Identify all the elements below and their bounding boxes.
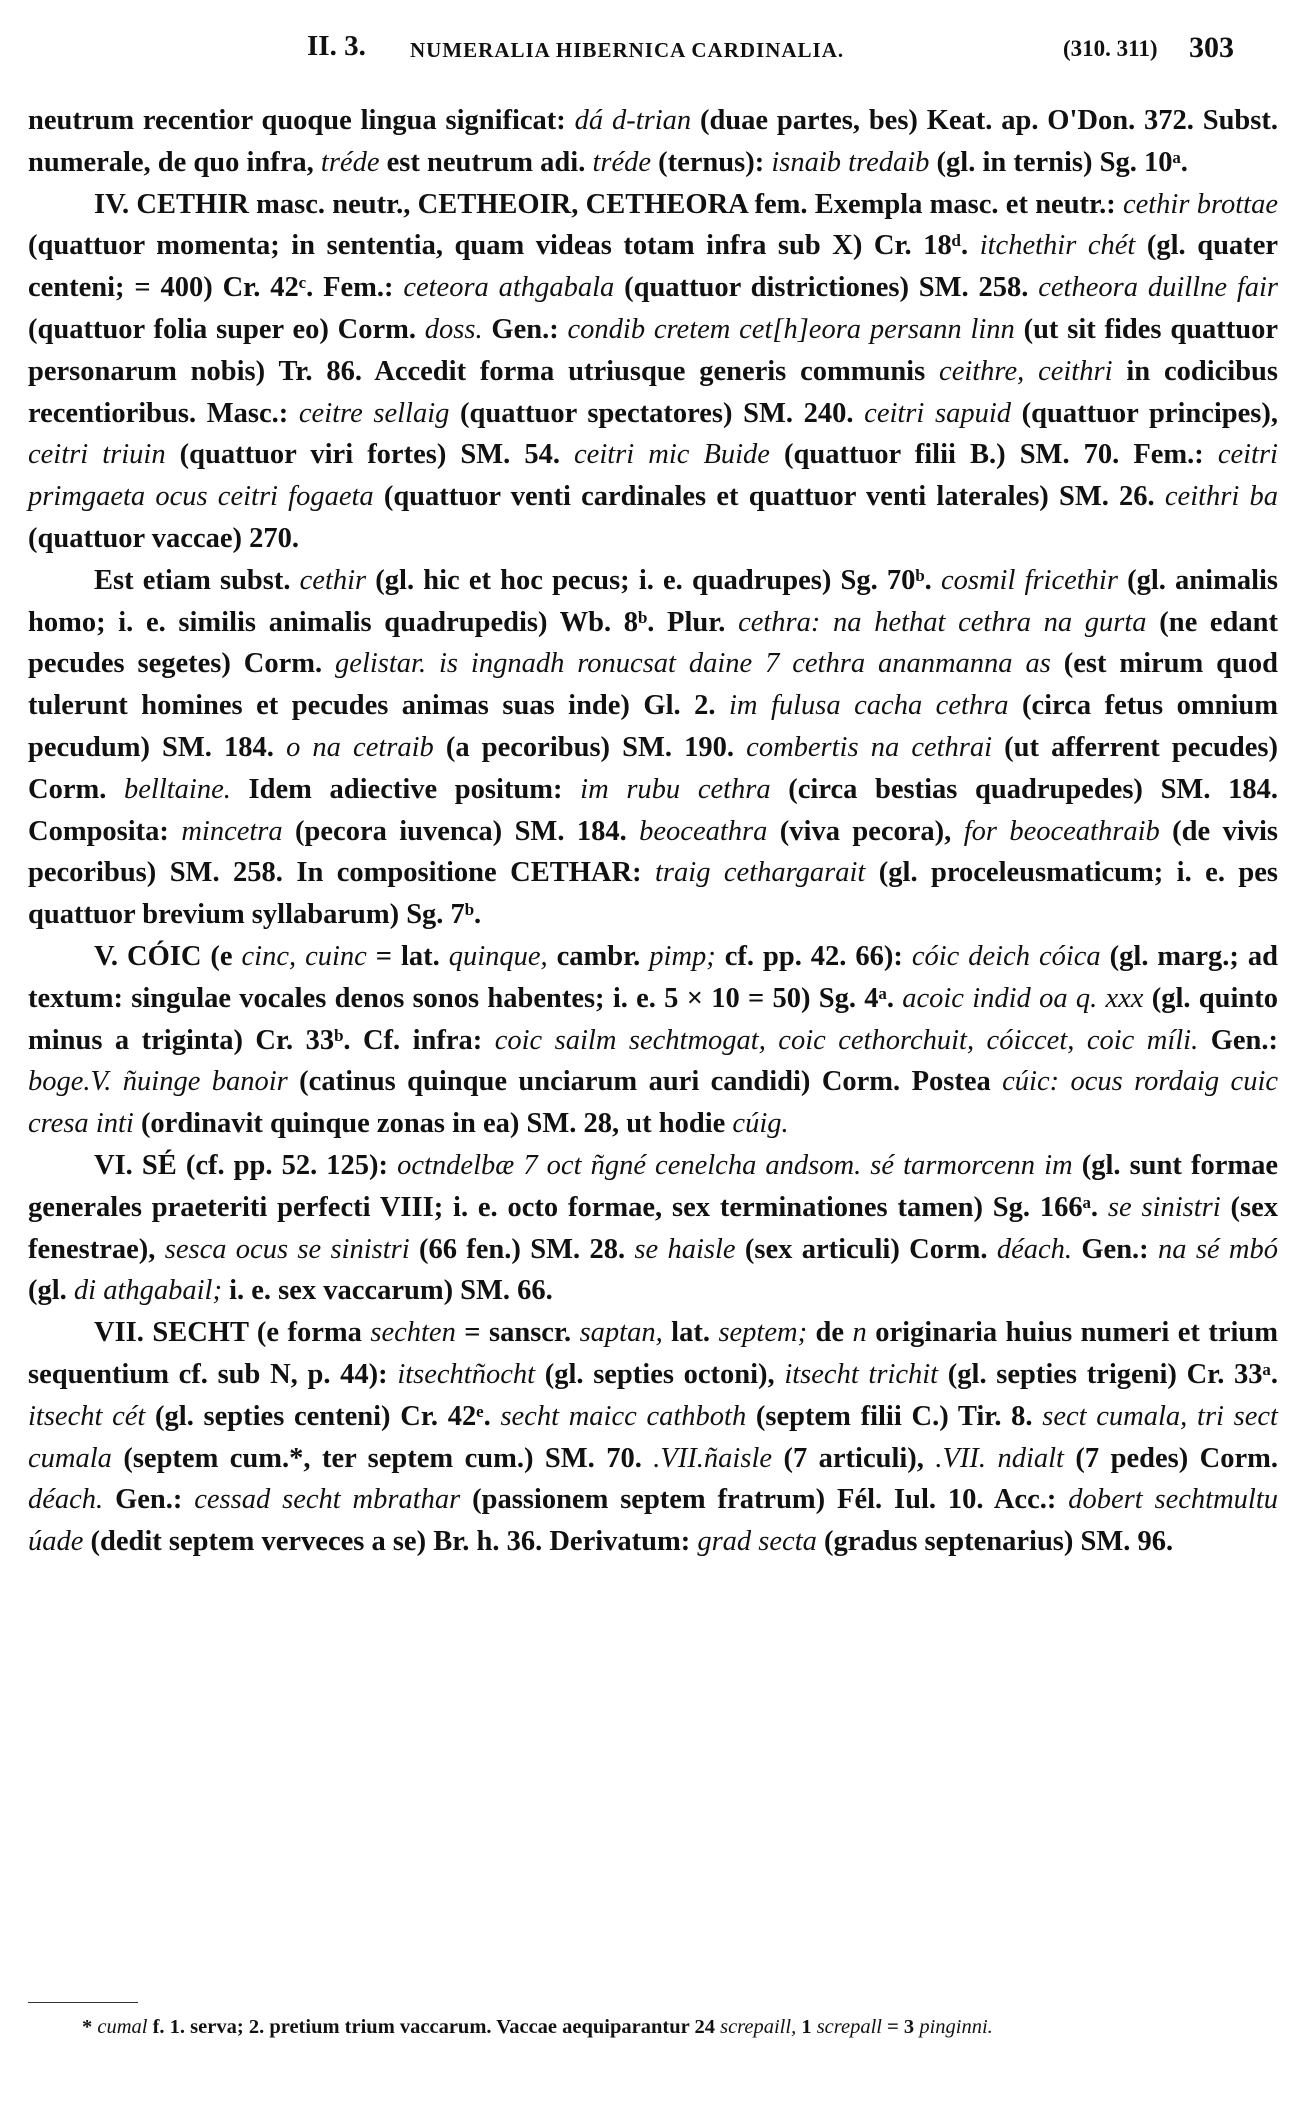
text-run: (gl. septies trigeni) Cr. 33ᵃ.	[938, 1358, 1278, 1390]
section-number: II. 3.	[307, 30, 366, 62]
irish-term: belltaine.	[124, 773, 231, 805]
irish-term: secht maicc cathboth	[500, 1400, 747, 1432]
text-run: = 3	[882, 2016, 920, 2038]
irish-term: pimp;	[649, 940, 716, 972]
text-run: Gen.:	[1198, 1024, 1278, 1056]
text-run: (gl. quater centeni; = 400) Cr. 42ᶜ. Fem.:	[28, 230, 1278, 304]
footnote-rule	[28, 2002, 138, 2003]
irish-term: condib cretem cet[h]eora persann linn	[567, 313, 1015, 345]
irish-term: for beoceathraib	[963, 815, 1160, 847]
irish-term: pinginni.	[919, 2016, 993, 2038]
text-run: (gl. animalis homo; i. e. similis animalis quadrupedis) Wb. 8ᵇ. Plur.	[28, 564, 1278, 638]
text-run: (quattuor folia super eo) Corm.	[28, 313, 425, 345]
irish-term: cúig.	[732, 1108, 789, 1140]
irish-term: cethir	[299, 564, 367, 596]
text-run: (circa fetus omnium pecudum) SM. 184.	[28, 690, 1278, 763]
text-run: (dedit septem verveces a se) Br. h. 36. Derivatum:	[83, 1526, 698, 1558]
irish-term: ceitre sellaig	[298, 397, 450, 429]
text-run: (septem filii C.) Tir. 8.	[746, 1400, 1043, 1432]
text-run: de	[807, 1317, 853, 1349]
irish-term: se haisle	[634, 1233, 736, 1265]
irish-term: tréde	[592, 146, 652, 178]
irish-term: cumal	[97, 2016, 148, 2038]
text-run: (ut sit fides quattuor personarum nobis) Tr. 86. Accedit forma utriusque generis communis	[28, 313, 1278, 387]
text-run: (quattuor viri fortes) SM. 54.	[165, 439, 575, 471]
irish-term: boge.V. ñuinge banoir	[28, 1066, 288, 1098]
irish-term: im rubu cethra	[580, 773, 771, 805]
irish-term: ceitri triuin	[28, 439, 166, 471]
text-run: (66 fen.) SM. 28.	[409, 1233, 635, 1265]
irish-term: acoic indid oa q. xxx	[902, 982, 1144, 1014]
text-run: (7 articuli),	[772, 1442, 936, 1474]
text-run: (quattuor spectatores) SM. 240.	[449, 397, 865, 429]
text-run: (a pecoribus) SM. 190.	[433, 731, 747, 763]
irish-term: screpall	[816, 2016, 882, 2038]
text-run: neutrum recentior quoque lingua significat:	[28, 105, 575, 136]
text-run: i. e. sex vaccarum) SM. 66.	[221, 1275, 553, 1307]
text-run: lat.	[662, 1317, 719, 1349]
irish-term: .VII. ndialt	[935, 1442, 1064, 1474]
text-run: (gl. proceleusmaticum; i. e. pes quattuor brevium syllabarum) Sg. 7ᵇ.	[28, 857, 1278, 931]
text-run: (passionem septem fratrum) Fél. Iul. 10. Acc.:	[460, 1484, 1069, 1516]
text-run: (gl. hic et hoc pecus; i. e. quadrupes) Sg. 70ᵇ.	[366, 564, 941, 596]
irish-term: dá d-trian	[574, 105, 692, 136]
text-run: (quattuor principes),	[1010, 397, 1278, 429]
irish-term: tréde	[320, 146, 380, 178]
text-run: VI. SÉ (cf. pp. 52. 125):	[94, 1149, 398, 1181]
irish-term: ceitri primgaeta ocus ceitri fogaeta	[28, 439, 1278, 513]
irish-term: sechten	[370, 1317, 456, 1349]
text-run: (gl. sunt formae generales praeteriti perfecti VIII; i. e. octo formae, sex terminationes tamen) Sg. 166ᵃ.	[28, 1149, 1278, 1223]
text-run: est neutrum adi.	[379, 146, 593, 178]
irish-term: im fulusa cacha cethra	[728, 690, 1009, 722]
text-run: IV. CETHIR masc. neutr., CETHEOIR, CETHEORA fem. Exempla masc. et neutr.:	[94, 188, 1123, 220]
paragraph-vii-secht	[28, 1312, 1278, 1563]
text-run: (gl. quinto minus a triginta) Cr. 33ᵇ. Cf. infra:	[28, 982, 1278, 1056]
irish-term: itsecht trichit	[784, 1358, 939, 1390]
text-run: f. 1. serva; 2. pretium trium vaccarum. Vaccae aequiparantur 24	[147, 2016, 721, 2038]
text-run: Idem adiective positum:	[230, 773, 581, 805]
irish-term: gelistar. is ingnadh ronucsat daine 7 cethra ananmanna as	[335, 648, 1051, 680]
irish-term: coic sailm sechtmogat, coic cethorchuit, cóiccet, coic míli.	[494, 1024, 1199, 1056]
text-run: (gradus septenarius) SM. 96.	[816, 1526, 1174, 1558]
text-run: (sex articuli) Corm.	[735, 1233, 997, 1265]
irish-term: ceitri mic Buide	[574, 439, 770, 471]
paragraph-neutrum	[28, 100, 1278, 184]
irish-term: cóic deich cóica	[911, 940, 1101, 972]
text-run: Gen.:	[103, 1484, 195, 1516]
text-run: Gen.:	[1072, 1233, 1158, 1265]
irish-term: combertis na cethrai	[746, 731, 993, 763]
irish-term: ceitri sapuid	[864, 397, 1011, 429]
irish-term: doss.	[424, 313, 483, 345]
irish-term: grad secta	[697, 1526, 817, 1558]
text-run: (quattuor venti cardinales et quattuor venti laterales) SM. 26.	[373, 481, 1165, 513]
irish-term: cethir brottae	[1122, 188, 1278, 220]
text-run: cf. pp. 42. 66):	[715, 940, 912, 972]
irish-term: quinque,	[448, 940, 548, 972]
page-number: 303	[1189, 31, 1234, 64]
irish-term: traig cethargarait	[655, 857, 866, 889]
irish-term: sect cumala, tri sect cumala	[28, 1400, 1278, 1474]
text-run: (sex fenestrae),	[28, 1191, 1279, 1265]
text-run: (quattuor vaccae) 270.	[28, 522, 299, 554]
text-run: (ternus):	[651, 146, 772, 178]
irish-term: déach.	[28, 1484, 104, 1516]
text-run: (quattuor filii B.) SM. 70. Fem.:	[769, 439, 1218, 471]
text-run: (circa bestias quadrupedes) SM. 184. Composita:	[28, 773, 1278, 847]
text-run: = sanscr.	[455, 1317, 580, 1349]
paragraph-cethir-subst	[28, 560, 1278, 936]
text-run: (gl. septies octoni),	[535, 1358, 785, 1390]
text-run: 1	[796, 2016, 817, 2038]
body-text	[28, 100, 1278, 1563]
text-run: (de vivis pecoribus) SM. 258. In compositione CETHAR:	[28, 815, 1278, 889]
text-run: Est etiam subst.	[94, 564, 300, 596]
irish-term: se sinistri	[1107, 1191, 1221, 1223]
irish-term: cethra: na hethat cethra na gurta	[738, 606, 1147, 638]
irish-term: cinc, cuinc	[241, 940, 367, 972]
paragraph-v-coic	[28, 936, 1278, 1145]
text-run: (quattuor districtiones) SM. 258.	[614, 272, 1039, 304]
irish-term: octndelbæ 7 oct ñgné cenelcha andsom. sé tarmorcenn im	[397, 1149, 1073, 1181]
irish-term: saptan,	[579, 1317, 663, 1349]
irish-term: isnaib tredaib	[771, 146, 930, 178]
text-run: (quattuor momenta; in sententia, quam videas totam infra sub X) Cr. 18ᵈ.	[28, 230, 980, 262]
irish-term: ceteora athgabala	[403, 272, 615, 304]
running-title: NUMERALIA HIBERNICA CARDINALIA.	[410, 38, 845, 62]
irish-term: ceithre, ceithri	[939, 355, 1113, 387]
section-reference: (310. 311)	[1063, 36, 1158, 61]
text-run: cambr.	[547, 940, 650, 972]
text-run: originaria huius numeri et trium sequentium cf. sub N, p. 44):	[28, 1317, 1278, 1390]
irish-term: o na cetraib	[286, 731, 434, 763]
text-run: VII. SECHT (e forma	[94, 1317, 371, 1349]
irish-term: cúic: ocus rordaig cuic cresa inti	[28, 1066, 1279, 1140]
text-run: (ordinavit quinque zonas in ea) SM. 28, ut hodie	[133, 1108, 733, 1140]
text-run: in codicibus recentioribus. Masc.:	[28, 355, 1278, 429]
text-run: (gl. marg.; ad textum: singulae vocales denos sonos habentes; i. e. 5 × 10 = 50) Sg. 4ᵃ.	[28, 940, 1278, 1014]
text-run: (septem cum.*, ter septem cum.) SM. 70.	[111, 1442, 654, 1474]
irish-term: déach.	[996, 1233, 1073, 1265]
footnote	[28, 2012, 1278, 2043]
irish-term: ceithri ba	[1164, 481, 1278, 513]
irish-term: cetheora duillne fair	[1038, 272, 1279, 304]
irish-term: di athgabail;	[73, 1275, 222, 1307]
irish-term: itsecht cét	[28, 1400, 146, 1432]
irish-term: cosmil fricethir	[940, 564, 1118, 596]
irish-term: septem;	[718, 1317, 808, 1349]
text-run: (viva pecora),	[767, 815, 964, 847]
text-run: = lat.	[366, 940, 449, 972]
text-run: (gl. septies centeni) Cr. 42ᵉ.	[145, 1400, 501, 1432]
irish-term: .VII.ñaisle	[653, 1442, 773, 1474]
irish-term: itsechtñocht	[397, 1358, 536, 1390]
text-run: V. CÓIC (e	[94, 940, 242, 972]
text-run: (7 pedes) Corm.	[1063, 1442, 1278, 1474]
irish-term: itchethir chét	[979, 230, 1136, 262]
irish-term: cessad secht mbrathar	[194, 1484, 461, 1516]
text-run: (ne edant pecudes segetes) Corm.	[28, 606, 1278, 680]
irish-term: n	[852, 1317, 867, 1349]
text-run: (catinus quinque unciarum auri candidi) Corm. Postea	[287, 1066, 1003, 1098]
paragraph-vi-se	[28, 1145, 1278, 1312]
text-run: (gl.	[28, 1275, 74, 1307]
text-run: (est mirum quod tulerunt homines et pecudes animas suas inde) Gl. 2.	[28, 648, 1278, 722]
irish-term: dobert sechtmultu úade	[28, 1484, 1279, 1558]
text-run: Gen.:	[482, 313, 568, 345]
irish-term: mincetra	[181, 815, 283, 847]
paragraph-iv-cethir	[28, 184, 1278, 560]
text-run: (duae partes, bes) Keat. ap. O'Don. 372. Subst. numerale, de quo infra,	[28, 105, 1278, 178]
irish-term: sesca ocus se sinistri	[164, 1233, 410, 1265]
irish-term: na sé mbó	[1158, 1233, 1278, 1265]
running-header	[0, 30, 1299, 70]
text-run: *	[82, 2016, 98, 2038]
text-run: (ut afferrent pecudes) Corm.	[28, 731, 1278, 805]
text-run: (gl. in ternis) Sg. 10ᵃ.	[929, 146, 1188, 178]
text-run: (pecora iuvenca) SM. 184.	[282, 815, 640, 847]
irish-term: beoceathra	[639, 815, 768, 847]
irish-term: screpaill,	[720, 2016, 797, 2038]
